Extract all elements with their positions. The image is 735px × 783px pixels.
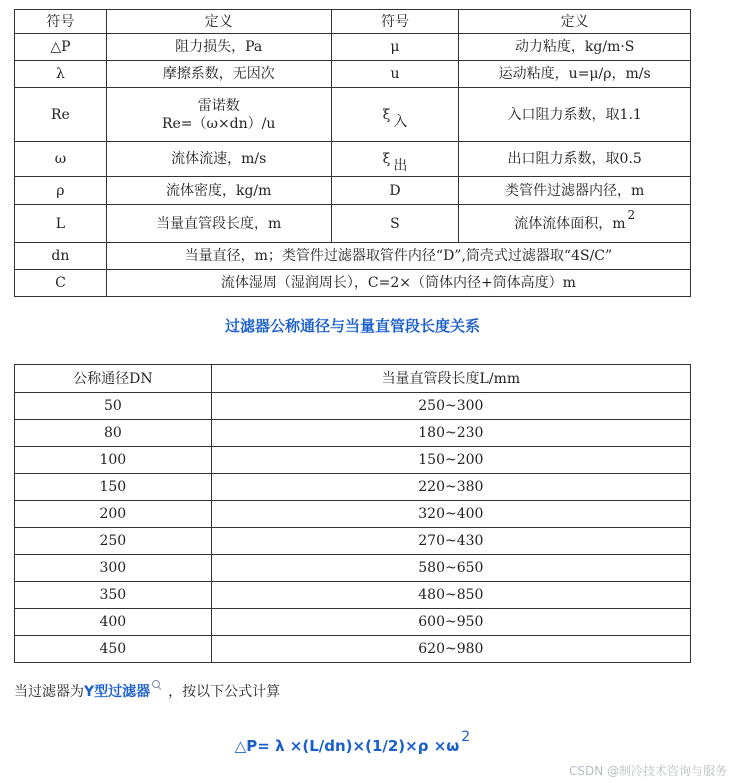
table-row [15, 142, 691, 177]
definition-cell: 流体密度，kg/m [106, 177, 331, 205]
header-symbol-1: 符号 [15, 10, 107, 34]
dn-cell: 450 [15, 636, 212, 663]
intro-after: ，按以下公式计算 [168, 684, 281, 700]
symbol-cell: λ [15, 61, 107, 88]
formula-main: △P= λ ×(L/dn)×(1/2)×ρ ×ω [234, 737, 460, 755]
definition-cell [459, 205, 691, 243]
pressure-loss-formula [0, 729, 705, 755]
symbol-subscript: 出 [393, 158, 408, 174]
length-cell: 620~980 [211, 636, 690, 663]
intro-text [14, 681, 280, 701]
symbol-cell: Re [15, 88, 107, 142]
watermark: CSDN @制冷技术咨询与服务 [568, 764, 727, 778]
table-row [15, 636, 691, 663]
table-row [15, 205, 691, 243]
dn-cell: 50 [15, 393, 212, 420]
symbol-cell: ω [15, 142, 107, 177]
definition-cell-wide: 流体湿周（湿润周长），C=2×（筒体内径+筒体高度）m [106, 270, 690, 297]
definition-cell: 出口阻力系数，取0.5 [459, 142, 691, 177]
table-row [15, 420, 691, 447]
length-cell: 250~300 [211, 393, 690, 420]
length-cell: 220~380 [211, 474, 690, 501]
symbol-cell [331, 142, 459, 177]
definition-cell: 当量直管段长度，m [106, 205, 331, 243]
y-filter-link[interactable]: Y型过滤器 [84, 684, 151, 700]
symbol-cell: △P [15, 34, 107, 61]
definition-cell: 入口阻力系数，取1.1 [459, 88, 691, 142]
search-icon[interactable] [152, 680, 160, 688]
definition-cell: 运动粘度，u=μ/ρ，m/s [459, 61, 691, 88]
table-caption: 过滤器公称通径与当量直管段长度关系 [224, 317, 480, 335]
length-cell: 180~230 [211, 420, 690, 447]
table-header-row [15, 365, 691, 393]
table-row [15, 501, 691, 528]
symbol-xi: ξ [382, 151, 391, 167]
definition-cell: 动力粘度，kg/m·S [459, 34, 691, 61]
symbol-cell: C [15, 270, 107, 297]
dn-cell: 400 [15, 609, 212, 636]
length-cell: 320~400 [211, 501, 690, 528]
table-row [15, 582, 691, 609]
symbol-cell: u [331, 61, 459, 88]
definition-cell: 阻力损失，Pa [106, 34, 331, 61]
length-cell: 600~950 [211, 609, 690, 636]
symbol-xi: ξ [382, 106, 391, 123]
table-row [15, 528, 691, 555]
table-row [15, 34, 691, 61]
length-cell: 150~200 [211, 447, 690, 474]
intro-before: 当过滤器为 [14, 684, 84, 700]
definition-line-2: Re=（ω×dn）/u [161, 115, 276, 132]
length-cell: 580~650 [211, 555, 690, 582]
symbol-cell: ρ [15, 177, 107, 205]
table-row [15, 270, 691, 297]
header-definition-1: 定义 [106, 10, 331, 34]
table-row [15, 474, 691, 501]
symbol-cell [331, 88, 459, 142]
definition-cell [106, 88, 331, 142]
length-cell: 480~850 [211, 582, 690, 609]
dn-cell: 350 [15, 582, 212, 609]
header-nominal-diameter: 公称通径DN [15, 365, 212, 393]
table-row [15, 393, 691, 420]
table-row [15, 177, 691, 205]
dn-cell: 80 [15, 420, 212, 447]
formula-superscript: 2 [461, 729, 471, 745]
definition-line-1: 雷诺数 [197, 97, 240, 114]
table-row [15, 555, 691, 582]
definition-cell: 类管件过滤器内径，m [459, 177, 691, 205]
symbol-cell: μ [331, 34, 459, 61]
definition-cell: 摩擦系数，无因次 [106, 61, 331, 88]
table-header-row [15, 10, 691, 34]
table-row [15, 609, 691, 636]
symbol-cell: S [331, 205, 459, 243]
table-row [15, 61, 691, 88]
symbol-cell: L [15, 205, 107, 243]
dn-cell: 150 [15, 474, 212, 501]
definition-cell: 流体流速，m/s [106, 142, 331, 177]
definition-cell-wide: 当量直径，m；类管件过滤器取管件内径“D”,筒壳式过滤器取“4S/C” [106, 243, 690, 270]
symbol-cell: D [331, 177, 459, 205]
table-row [15, 88, 691, 142]
definition-text: 流体流体面积，m [514, 215, 626, 232]
dn-cell: 250 [15, 528, 212, 555]
table-row [15, 447, 691, 474]
superscript: 2 [627, 207, 636, 222]
header-symbol-2: 符号 [331, 10, 459, 34]
dn-cell: 200 [15, 501, 212, 528]
dn-length-table [14, 364, 691, 663]
header-equivalent-length: 当量直管段长度L/mm [211, 365, 690, 393]
table-row [15, 243, 691, 270]
dn-cell: 300 [15, 555, 212, 582]
symbol-definition-table [14, 9, 691, 297]
symbol-cell: dn [15, 243, 107, 270]
header-definition-2: 定义 [459, 10, 691, 34]
dn-cell: 100 [15, 447, 212, 474]
length-cell: 270~430 [211, 528, 690, 555]
symbol-subscript: 入 [393, 113, 408, 130]
